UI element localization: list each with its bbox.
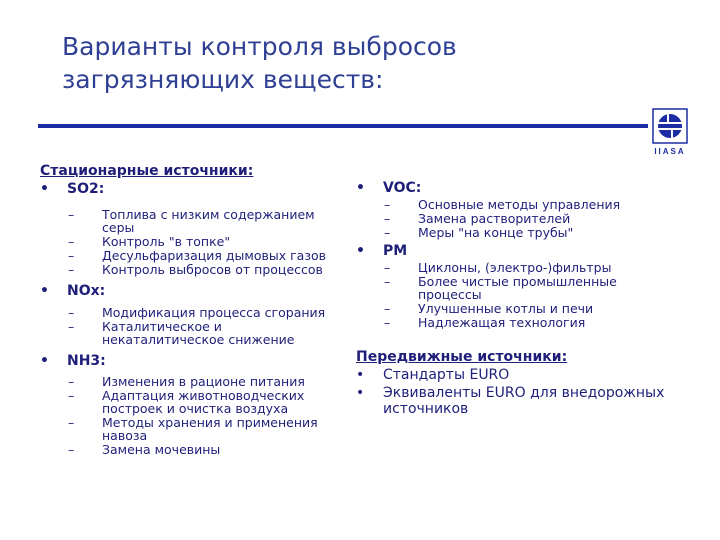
- so2-label: SO2:: [67, 181, 105, 197]
- nox-item: [40, 283, 340, 300]
- nh3-label: NH3:: [67, 353, 106, 369]
- stationary-heading: Стационарные источники:: [40, 163, 254, 179]
- list-item: – Контроль выбросов от процессов: [68, 262, 323, 277]
- bullet: •: [40, 353, 49, 369]
- pm-sublist: [356, 261, 676, 329]
- so2-sublist: [40, 208, 340, 276]
- list-item: – Надлежащая технология: [384, 315, 586, 330]
- list-item: – Модификация процесса сгорания: [68, 305, 326, 320]
- voc-label: VOC:: [383, 180, 422, 196]
- logo-label: IIASA: [654, 147, 686, 156]
- voc-item: [356, 180, 676, 197]
- nox-label: NOx:: [67, 283, 106, 299]
- list-item: – Улучшенные котлы и печи: [384, 301, 594, 316]
- title-line-2: загрязняющих веществ:: [62, 65, 384, 94]
- voc-sublist: [356, 198, 676, 239]
- list-item: – Замена мочевины: [68, 442, 221, 457]
- mobile-heading: Передвижные источники:: [356, 349, 568, 365]
- bullet: •: [356, 180, 365, 196]
- list-item: – Контроль "в топке": [68, 234, 231, 249]
- stationary-sources-column: [40, 163, 340, 457]
- list-item: – Каталитическое и некаталитическое снижение: [68, 319, 295, 347]
- right-column: [356, 180, 676, 417]
- so2-item: [40, 181, 340, 198]
- bullet: •: [40, 283, 49, 299]
- list-item: – Более чистые промышленные процессы: [384, 274, 617, 302]
- list-item: – Основные методы управления: [384, 197, 621, 212]
- bullet: •: [356, 243, 365, 259]
- nh3-item: [40, 353, 340, 370]
- bullet: •: [356, 367, 365, 383]
- bullet: •: [356, 385, 365, 401]
- list-item: – Изменения в рационе питания: [68, 374, 305, 389]
- list-item: – Меры "на конце трубы": [384, 225, 574, 240]
- list-item: • Стандарты EURO: [356, 367, 510, 383]
- list-item: – Десульфаризация дымовых газов: [68, 248, 327, 263]
- list-item: • Эквиваленты EURO для внедорожных источников: [356, 385, 665, 417]
- pm-label: PM: [383, 243, 408, 259]
- nox-sublist: [40, 306, 340, 346]
- list-item: – Циклоны, (электро-)фильтры: [384, 260, 612, 275]
- list-item: – Замена растворителей: [384, 211, 571, 226]
- bullet: •: [40, 181, 49, 197]
- list-item: – Топлива с низким содержанием серы: [68, 207, 315, 235]
- slide-title: [62, 30, 622, 96]
- pm-item: [356, 243, 676, 260]
- list-item: – Адаптация животноводческих построек и очистка воздуха: [68, 388, 305, 416]
- title-line-1: Варианты контроля выбросов: [62, 32, 457, 61]
- title-divider: [38, 124, 648, 128]
- iiasa-logo-icon: [652, 108, 688, 158]
- list-item: – Методы хранения и применения навоза: [68, 415, 318, 443]
- nh3-sublist: [40, 375, 340, 456]
